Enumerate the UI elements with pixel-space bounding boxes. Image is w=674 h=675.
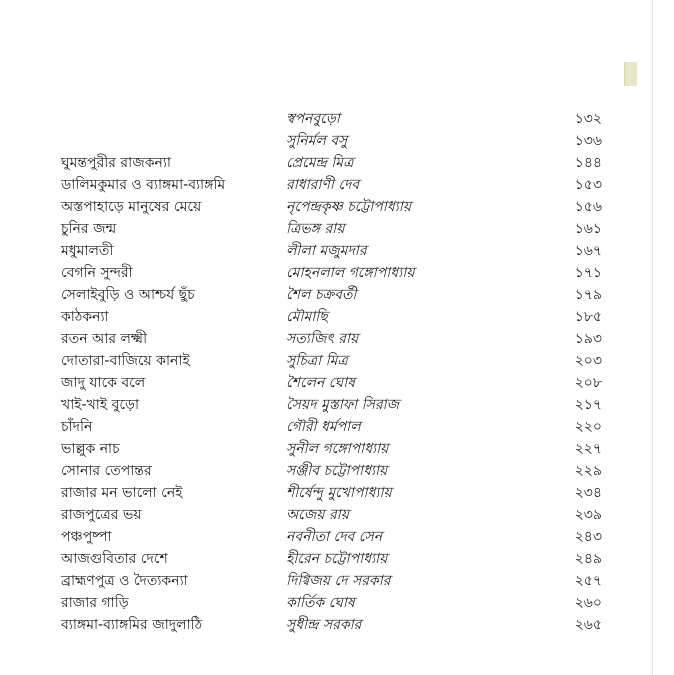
entry-page: ২৪৯	[574, 551, 602, 567]
entry-page: ২৪৩	[574, 529, 602, 545]
entry-page: ১৫৬	[574, 199, 602, 215]
toc-row	[0, 416, 640, 438]
entry-title: চাঁদনি	[61, 419, 93, 435]
entry-title: রাজার গাড়ি	[61, 595, 129, 611]
page-edge	[652, 0, 653, 675]
entry-author: প্রেমেন্দ্র মিত্র	[286, 155, 354, 171]
entry-title: ডালিমকুমার ও ব্যাঙ্গমা-ব্যাঙ্গমি	[61, 177, 226, 193]
entry-page: ২০৮	[574, 375, 602, 391]
entry-author: লীলা মজুমদার	[286, 243, 367, 259]
toc-row	[0, 130, 640, 152]
entry-page: ১৬১	[574, 221, 602, 237]
toc-row	[0, 438, 640, 460]
toc-row	[0, 218, 640, 240]
toc-row	[0, 394, 640, 416]
entry-page: ২৬০	[574, 595, 602, 611]
entry-title: কাঠকন্যা	[61, 309, 109, 325]
entry-title: ভাল্লুক নাচ	[61, 441, 120, 457]
toc-row	[0, 460, 640, 482]
entry-author: শৈল চক্রবর্তী	[286, 287, 357, 303]
toc-row	[0, 614, 640, 636]
entry-page: ১৮৫	[574, 309, 602, 325]
toc-row	[0, 372, 640, 394]
entry-author: দিগ্বিজয় দে সরকার	[286, 573, 391, 589]
entry-page: ২২৯	[574, 463, 602, 479]
entry-author: মৌমাছি	[286, 309, 328, 325]
toc-row	[0, 306, 640, 328]
toc-row	[0, 196, 640, 218]
entry-page: ২২০	[574, 419, 602, 435]
entry-page: ২৫৭	[574, 573, 602, 589]
entry-author: কার্তিক ঘোষ	[286, 595, 355, 611]
entry-title: রতন আর লক্ষ্মী	[61, 331, 148, 347]
entry-author: সুনির্মল বসু	[286, 133, 348, 149]
entry-title: বেগনি সুন্দরী	[61, 265, 133, 281]
toc-row	[0, 262, 640, 284]
toc-row	[0, 482, 640, 504]
entry-title: পঞ্চপুষ্পা	[61, 529, 112, 545]
entry-author: সুচিত্রা মিত্র	[286, 353, 348, 369]
entry-author: সুনীল গঙ্গোপাধ্যায়	[286, 441, 389, 457]
toc-row	[0, 526, 640, 548]
toc-row	[0, 592, 640, 614]
entry-page: ১৯৩	[574, 331, 602, 347]
toc-row	[0, 570, 640, 592]
entry-author: হীরেন চট্টোপাধ্যায়	[286, 551, 388, 567]
entry-page: ১৭১	[574, 265, 602, 281]
entry-title: ব্রাহ্মণপুত্র ও দৈত্যকন্যা	[61, 573, 188, 589]
entry-page: ২০৩	[574, 353, 602, 369]
entry-page: ১৩৬	[574, 133, 602, 149]
entry-author: নবনীতা দেব সেন	[286, 529, 383, 545]
entry-author: মোহনলাল গঙ্গোপাধ্যায়	[286, 265, 415, 281]
entry-author: গৌরী ধর্মপাল	[286, 419, 361, 435]
toc-row	[0, 152, 640, 174]
entry-page: ২৩৯	[574, 507, 602, 523]
entry-page: ১৬৭	[574, 243, 602, 259]
entry-page: ২৩৪	[574, 485, 602, 501]
toc-row	[0, 504, 640, 526]
entry-author: সৈয়দ মুস্তাফা সিরাজ	[286, 397, 400, 413]
entry-page: ১৭৯	[574, 287, 602, 303]
entry-title: চুনির জন্ম	[61, 221, 117, 237]
toc-row	[0, 328, 640, 350]
toc-row	[0, 108, 640, 130]
entry-title: খাই-খাই বুড়ো	[61, 397, 140, 413]
entry-title: দোতারা-বাজিয়ে কানাই	[61, 353, 190, 369]
entry-author: রাধারাণী দেব	[286, 177, 360, 193]
entry-author: শীর্ষেন্দু মুখোপাধ্যায়	[286, 485, 392, 501]
entry-title: সোনার তেপান্তর	[61, 463, 152, 479]
entry-page: ২৬৫	[574, 617, 602, 633]
entry-page: ১৫৩	[574, 177, 602, 193]
entry-author: স্বপনবুড়ো	[286, 111, 340, 127]
entry-author: শৈলেন ঘোষ	[286, 375, 355, 391]
entry-page: ১৪৪	[574, 155, 602, 171]
entry-author: নৃপেন্দ্রকৃষ্ণ চট্টোপাধ্যায়	[286, 199, 412, 215]
entry-author: সুধীন্দ্র সরকার	[286, 617, 362, 633]
entry-title: রাজপুত্রের ভয়	[61, 507, 142, 523]
entry-title: জাদু যাকে বলে	[61, 375, 146, 391]
entry-author: অজেয় রায়	[286, 507, 349, 523]
entry-title: মধুমালতী	[61, 243, 114, 259]
entry-title: ঘুমন্তপুরীর রাজকন্যা	[61, 155, 171, 171]
entry-title: রাজার মন ভালো নেই	[61, 485, 183, 501]
toc-row	[0, 350, 640, 372]
toc-row	[0, 548, 640, 570]
entry-author: সঞ্জীব চট্টোপাধ্যায়	[286, 463, 388, 479]
entry-page: ২১৭	[574, 397, 602, 413]
entry-title: ব্যাঙ্গমা-ব্যাঙ্গমির জাদুলাঠি	[61, 617, 203, 633]
toc-row	[0, 240, 640, 262]
entry-title: অস্তপাহাড়ে মানুষের মেয়ে	[61, 199, 202, 215]
entry-page: ১৩২	[574, 111, 602, 127]
entry-author: ত্রিভঙ্গ রায়	[286, 221, 345, 237]
entry-page: ২২৭	[574, 441, 602, 457]
toc-row	[0, 284, 640, 306]
entry-title: সেলাইবুড়ি ও আশ্চর্য ছুঁচ	[61, 287, 195, 303]
entry-title: আজগুবিতার দেশে	[61, 551, 168, 567]
toc-row	[0, 174, 640, 196]
entry-author: সত্যজিৎ রায়	[286, 331, 359, 347]
